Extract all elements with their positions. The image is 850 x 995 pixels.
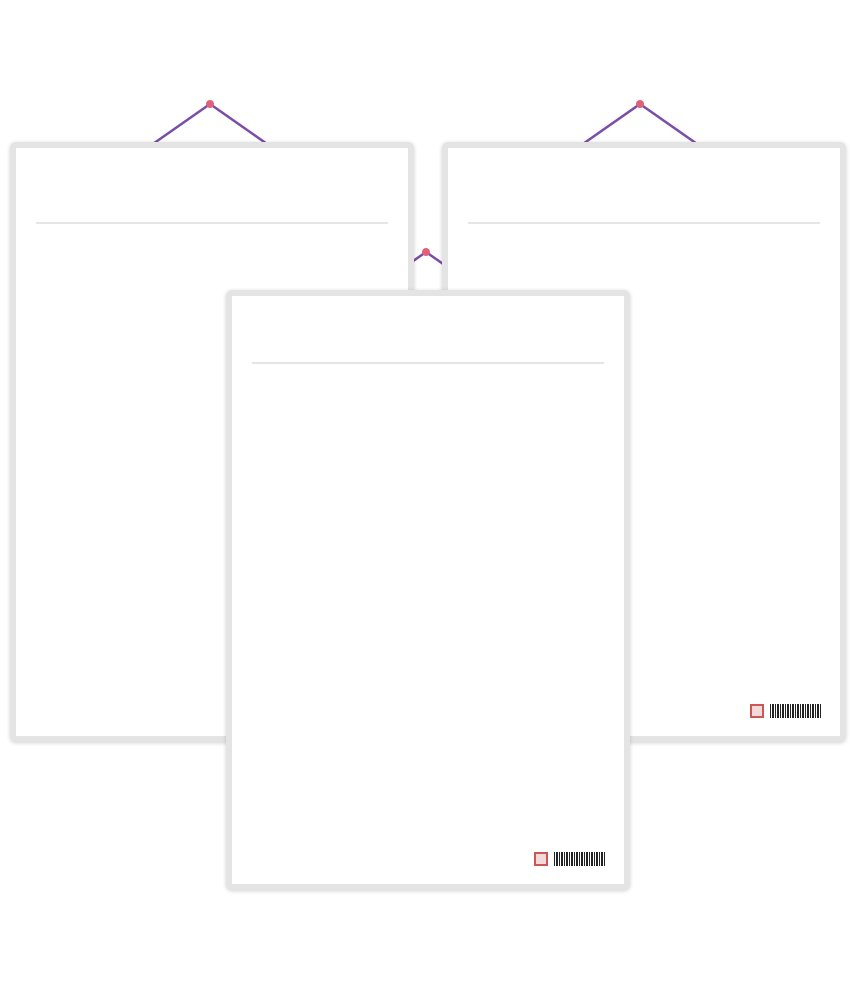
barcode [770,704,822,718]
qr-code [750,704,764,718]
maths-keywords-chart [226,290,630,890]
title-divider [252,362,604,364]
title-divider [468,222,820,224]
barcode [554,852,606,866]
qr-code [534,852,548,866]
title-divider [36,222,388,224]
